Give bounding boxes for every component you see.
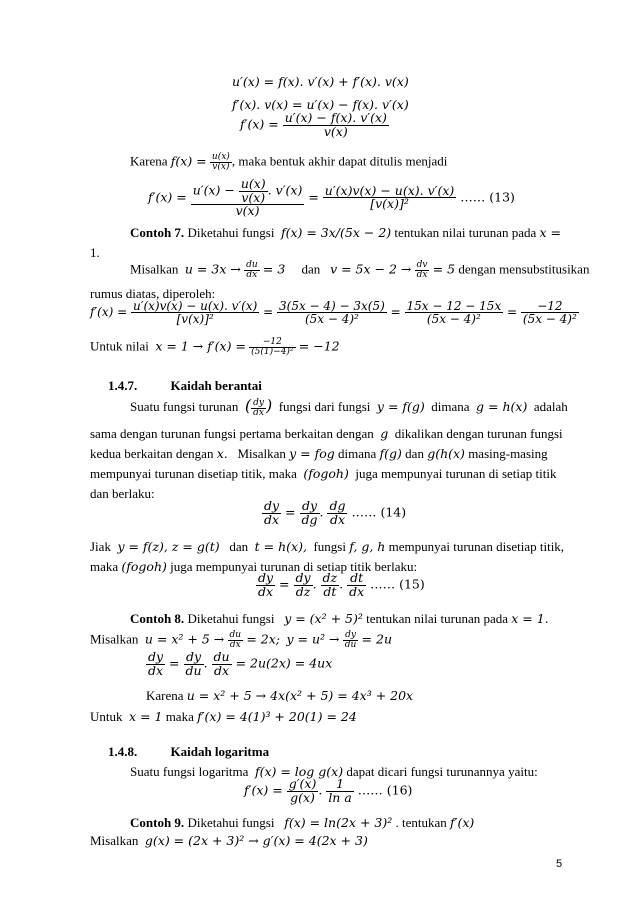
formula: u = 3x →	[184, 261, 241, 277]
denominator: dx	[415, 270, 430, 280]
para-148	[130, 765, 538, 779]
para-147-line1	[130, 398, 568, 418]
fraction	[212, 651, 232, 677]
fraction	[321, 572, 340, 598]
denominator: (5(1)−4)²	[251, 347, 294, 357]
text: masing-masing	[468, 446, 548, 461]
fraction	[277, 300, 387, 325]
numerator: dy	[295, 570, 311, 585]
text: fungsi dari fungsi	[278, 399, 371, 414]
denominator: dx	[244, 270, 260, 280]
numerator: u′(x)v(x) − u(x). v′(x)	[133, 299, 258, 313]
numerator: dy	[148, 649, 164, 664]
text: dan	[405, 446, 424, 461]
fraction	[405, 300, 504, 325]
formula: f(x) = ln(2x + 3)²	[284, 815, 393, 830]
denominator: dx	[251, 408, 266, 418]
fraction	[249, 338, 295, 357]
text: kedua berkaitan dengan	[90, 446, 214, 461]
numerator: dy	[345, 630, 356, 640]
equation-lhs: f′(x) =	[240, 116, 279, 132]
fraction	[300, 500, 320, 526]
text: Misalkan	[90, 631, 139, 647]
denominator: v(x)	[191, 204, 305, 218]
text: Diketahui fungsi	[187, 611, 275, 626]
fraction	[228, 631, 244, 650]
text: maka	[165, 709, 194, 724]
numerator: u(x)	[211, 152, 230, 162]
formula: = 3	[262, 261, 286, 277]
fraction	[191, 178, 305, 218]
formula: g(h(x)	[427, 446, 465, 461]
numerator: dz	[322, 570, 338, 585]
formula: t = h(x),	[254, 539, 307, 554]
numerator: dy	[301, 498, 318, 513]
formula: x =	[539, 225, 562, 240]
text: Jiak	[90, 539, 111, 554]
equation-15: $\frac{dy}{dx}$ = $\frac{dy}{dz}$ . $\frac{dz}{dt}$ . $\frac{dt}{dx}$ …… (15)	[258, 570, 425, 599]
text: maka	[90, 559, 119, 574]
text: Karena	[146, 688, 184, 703]
text: Misalkan	[237, 446, 286, 461]
equation-16: f′(x) = $\frac{g'(x)}{g(x)}$ . $\frac{1}{\text{ln a}}$ …… (16)	[244, 776, 413, 805]
formula: f(x) =	[170, 153, 207, 169]
text: Untuk nilai	[90, 338, 149, 354]
example-label: Contoh 7.	[130, 225, 185, 240]
example-label: Contoh 8.	[130, 611, 185, 626]
numerator: dy	[264, 498, 280, 513]
para-147-line3	[90, 447, 548, 461]
numerator: du	[246, 260, 258, 270]
denominator: dz	[294, 585, 313, 599]
term: u′(x) −	[192, 182, 235, 198]
formula: f′(x)	[450, 815, 475, 830]
formula: x = 1 → f′(x) =	[155, 338, 246, 354]
numerator: 1	[336, 776, 345, 791]
fraction	[347, 572, 366, 598]
denominator: v(x)	[239, 191, 268, 205]
misalkan-9	[90, 834, 368, 848]
numerator	[191, 178, 305, 204]
paren: (	[244, 396, 252, 415]
denominator: dx	[212, 664, 232, 678]
fraction	[146, 651, 165, 677]
text: tentukan nilai turunan pada	[366, 611, 509, 626]
formula: x = 1.	[511, 611, 549, 626]
text: Suatu fungsi logaritma	[130, 764, 249, 779]
numerator: dg	[329, 498, 346, 513]
formula: = 2u(2x) = 4ux	[235, 655, 333, 671]
denominator: (5x − 4)²	[277, 312, 387, 325]
equation-contoh-7: f′(x) = $\frac{u'(x)v(x) - u(x). v'(x)}{\text{[v(x)]²}}$ = $\frac{3(5x - 4) - 3x(5)}{\text{(5x − 4)²}}$ = $\frac{15x - 12 - 15x}{\text{(5x − 4)²}}$ = $\frac{-12}{\text{(5x − 4)²}}$	[90, 299, 577, 326]
denominator: g(x)	[287, 791, 319, 805]
fraction	[294, 572, 313, 598]
formula: x.	[216, 446, 228, 461]
formula: = 2x;	[246, 631, 280, 647]
para-147-line2	[90, 427, 563, 441]
denominator: dt	[321, 585, 340, 599]
text: tentukan nilai turunan pada	[394, 225, 537, 240]
karena-8	[146, 689, 413, 703]
equation-line-3	[240, 112, 389, 138]
para-147-line4	[90, 467, 556, 481]
formula: (fogoh)	[303, 466, 349, 481]
section-1-4-7	[108, 379, 262, 392]
denominator: du	[344, 640, 357, 650]
equation-contoh-8: $\frac{dy}{dx}$ = $\frac{dy}{du}$ . $\frac{du}{dx}$ = 2u(2x) = 4ux	[148, 649, 333, 678]
formula: = 2u	[361, 631, 392, 647]
denominator: (5x − 4)²	[405, 312, 504, 325]
term: . v′(x)	[267, 182, 303, 198]
formula: g = h(x)	[476, 399, 528, 414]
text: dengan mensubstitusikan	[458, 261, 590, 277]
text: dimana	[338, 446, 377, 461]
misalkan-7	[130, 261, 589, 280]
text: Suatu fungsi turunan	[130, 399, 239, 414]
para-147-line5: dan berlaku:	[90, 486, 155, 501]
fraction	[327, 500, 347, 526]
contoh-7-cont: 1.	[90, 245, 100, 260]
text: mempunyai turunan disetiap titik, maka	[90, 466, 297, 481]
formula: u = x² + 5 → 4x(x² + 5) = 4x³ + 20x	[186, 688, 414, 703]
numerator: u′(x)v(x) − u(x). v′(x)	[324, 182, 455, 198]
denominator: dx	[146, 664, 165, 678]
section-1-4-8	[108, 745, 269, 758]
text: juga mempunyai turunan di setiap titik berlaku:	[170, 559, 418, 574]
text: Untuk	[90, 709, 123, 724]
section-title: Kaidah berantai	[170, 378, 262, 393]
text: dan	[229, 539, 249, 554]
equation-number: …… (14)	[351, 504, 407, 520]
equation-number: …… (13)	[460, 189, 515, 205]
fraction	[283, 112, 389, 138]
text: adalah	[533, 399, 568, 414]
equation-14: $\frac{dy}{dx}$ = $\frac{dy}{dg}$ . $\frac{dg}{dx}$ …… (14)	[264, 498, 407, 527]
numerator: u′(x) − f(x). v′(x)	[284, 110, 387, 125]
denominator: ln a	[328, 789, 352, 805]
fraction	[131, 300, 259, 325]
denominator: (5x − 4)²	[522, 312, 577, 326]
karena-line	[130, 153, 447, 172]
numerator: dy	[253, 397, 264, 408]
text: , maka bentuk akhir dapat ditulis menjadi	[231, 153, 448, 169]
numerator: dt	[350, 570, 364, 585]
numerator: dy	[185, 649, 202, 664]
formula: g(x) = (2x + 3)² → g′(x) = 4(2x + 3)	[144, 833, 368, 848]
denominator: v(x)	[210, 162, 232, 172]
formula: v = 5x − 2 →	[330, 261, 412, 277]
equation-number: …… (15)	[370, 576, 425, 592]
formula: = 5	[432, 261, 456, 277]
formula: u = x² + 5 →	[144, 631, 225, 647]
fraction	[256, 572, 275, 598]
denominator: dx	[228, 640, 244, 650]
section-title: Kaidah logaritma	[170, 744, 270, 759]
formula: = −12	[298, 338, 340, 354]
formula: f(x) = log g(x)	[254, 764, 344, 779]
equation-lhs: f′(x) =	[90, 305, 128, 319]
text: dapat dicari fungsi turunannya yaitu:	[346, 764, 538, 779]
text: Misalkan	[90, 833, 139, 848]
fraction	[287, 778, 319, 804]
jiak-line1	[90, 540, 564, 554]
numerator: dy	[258, 570, 274, 585]
numerator: 3(5x − 4) − 3x(5)	[279, 299, 385, 313]
text: Diketahui fungsi	[187, 815, 275, 830]
misalkan-8	[90, 631, 392, 650]
text: Misalkan	[130, 261, 179, 277]
text: . tentukan	[395, 815, 447, 830]
text: dan	[301, 261, 321, 277]
section-number: 1.4.7.	[108, 378, 138, 393]
text: fungsi	[313, 539, 346, 554]
formula: y = (x² + 5)²	[284, 611, 363, 626]
text: sama dengan turunan fungsi pertama berkaitan dengan	[90, 426, 374, 441]
text: Karena	[130, 153, 168, 169]
inner-fraction	[239, 178, 268, 204]
formula: y = fog	[289, 446, 335, 461]
equation-line-1: u′(x) = f(x). v′(x) + f′(x). v(x)	[232, 74, 409, 89]
fraction	[323, 182, 456, 212]
contoh-8	[130, 612, 549, 626]
denominator: du	[185, 662, 202, 678]
fraction	[251, 399, 266, 418]
fraction	[262, 500, 281, 526]
denominator: dx	[262, 513, 281, 527]
numerator: g′(x)	[288, 776, 317, 791]
paren: )	[265, 396, 273, 415]
text: Diketahui fungsi	[187, 225, 275, 240]
example-label: Contoh 9.	[130, 815, 185, 830]
fraction	[521, 300, 579, 325]
formula: x = 1	[129, 709, 163, 724]
numerator: dv	[416, 260, 428, 270]
denominator: [v(x)]²	[131, 312, 259, 325]
formula: f(x) = 3x/(5x − 2)	[280, 225, 392, 240]
formula: (fogoh)	[121, 559, 167, 574]
fraction	[415, 261, 430, 280]
numerator: u(x)	[240, 176, 266, 191]
numerator: du	[213, 649, 230, 664]
equation-lhs: f′(x) =	[244, 782, 283, 798]
fraction	[343, 631, 359, 650]
fraction	[326, 778, 353, 804]
denominator: v(x)	[283, 125, 389, 139]
numerator: −12	[537, 299, 563, 313]
formula: y = f(g)	[376, 399, 425, 414]
numerator: 15x − 12 − 15x	[406, 299, 502, 313]
denominator: [v(x)]²	[323, 197, 456, 211]
text: mempunyai turunan disetiap titik,	[388, 539, 565, 554]
rumus-line: rumus diatas, diperoleh:	[90, 286, 216, 301]
untuk-nilai	[90, 338, 340, 357]
fraction	[244, 261, 260, 280]
text: juga mempunyai turunan di setiap titik	[355, 466, 557, 481]
denominator: dg	[301, 511, 318, 527]
denominator: dx	[349, 583, 365, 599]
formula: y = u² →	[286, 631, 340, 647]
formula: g	[380, 426, 389, 441]
fraction	[210, 153, 232, 172]
equation-lhs: f′(x) =	[148, 189, 187, 205]
denominator: dx	[327, 513, 347, 527]
formula: f(g)	[379, 446, 402, 461]
denominator: dx	[256, 585, 275, 599]
equation-line-2: f′(x). v(x) = u′(x) − f(x). v′(x)	[232, 97, 409, 112]
section-number: 1.4.8.	[108, 744, 138, 759]
equals: =	[308, 189, 319, 205]
text: dikalikan dengan turunan fungsi	[394, 426, 563, 441]
page-number: 5	[556, 858, 563, 870]
untuk-8	[90, 710, 357, 724]
text: dimana	[431, 399, 470, 414]
formula: y = f(z), z = g(t)	[117, 539, 220, 554]
contoh-9	[130, 816, 474, 830]
equation-13	[148, 178, 515, 218]
formula: f, g, h	[349, 539, 386, 554]
numerator: du	[229, 630, 242, 640]
contoh-7	[130, 226, 561, 240]
equation-number: …… (16)	[357, 782, 413, 798]
fraction	[184, 651, 204, 677]
numerator: −12	[262, 337, 282, 347]
formula: f′(x) = 4(1)³ + 20(1) = 24	[197, 709, 357, 724]
